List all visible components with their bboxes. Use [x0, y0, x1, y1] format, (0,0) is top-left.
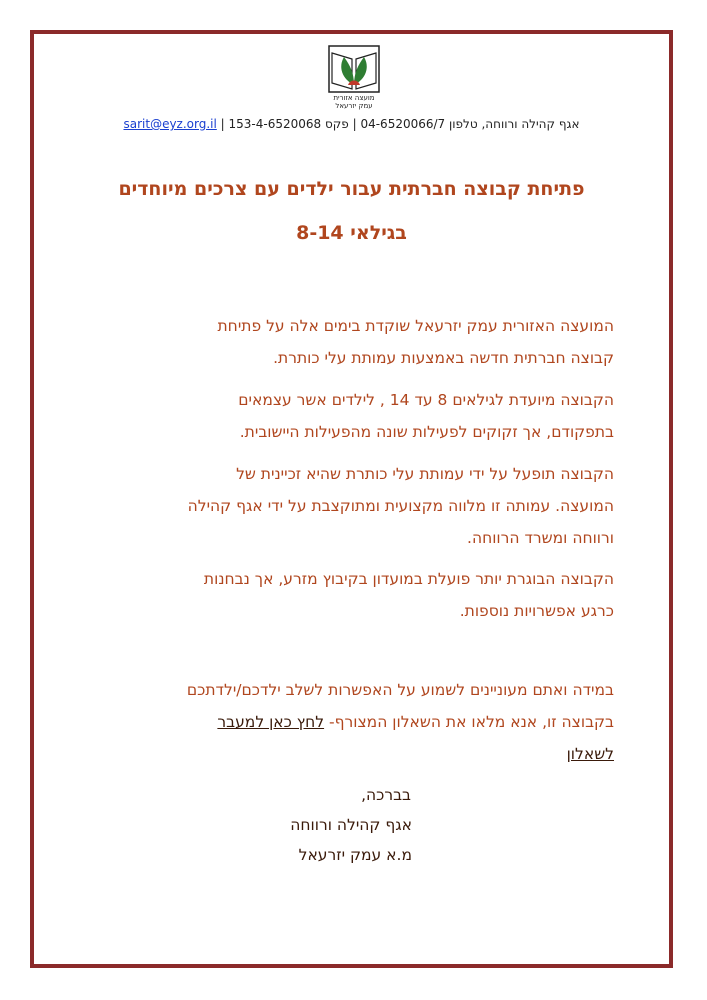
- logo-caption: [318, 94, 390, 110]
- signature-greeting: בברכה,: [361, 786, 411, 804]
- contact-details: אגף קהילה ורווחה, טלפון 04-6520066/7 | פקס 153-4-6520068 |: [220, 117, 580, 131]
- paragraph-line: [94, 738, 614, 770]
- paragraph-line: הקבוצה תופעל על ידי עמותת עלי כותרת שהיא זכיינית של: [236, 465, 614, 483]
- paragraph-location: [94, 563, 614, 627]
- paragraph-line: במידה ואתם מעוניינים לשמוע על האפשרות לשלב ילדכם/ילדתכם: [186, 681, 614, 699]
- paragraph-intro: [94, 310, 614, 374]
- paragraph-line: ורווחה ומשרד הרווחה.: [467, 529, 614, 547]
- age-range: בגילאי 8-14: [296, 222, 407, 244]
- paragraph-line: בתפקודם, אך זקוקים לפעילות שונה מהפעילות היישובית.: [239, 423, 614, 441]
- questionnaire-link[interactable]: לחץ כאן למעבר: [217, 713, 325, 731]
- paragraph-line: המועצה. עמותה זו מלווה מקצועית ומתוקצבת על ידי אגף קהילה: [187, 497, 614, 515]
- paragraph-line: המועצה האזורית עמק יזרעאל שוקדת בימים אלה על פתיחת: [217, 317, 614, 335]
- paragraph-operator: [94, 458, 614, 554]
- paragraph-line: כרגע אפשרויות נוספות.: [459, 602, 614, 620]
- questionnaire-instruction: בקבוצה זו, אנא מלאו את השאלון המצורף-: [324, 713, 614, 731]
- contact-line: [60, 117, 643, 131]
- signature-council: מ.א עמק יזרעאל: [298, 846, 412, 864]
- email-link[interactable]: sarit@eyz.org.il: [123, 117, 217, 131]
- paragraph-line: הקבוצה מיועדת לגילאים 8 עד 14 , לילדים אשר עצמאים: [238, 391, 614, 409]
- paragraph-questionnaire: [94, 674, 614, 770]
- logo-caption-line1: מועצה אזורית: [333, 94, 375, 102]
- questionnaire-link-continued[interactable]: לשאלון: [566, 745, 614, 763]
- page-subtitle: [60, 222, 643, 244]
- paragraph-audience: [94, 384, 614, 448]
- signature-department: אגף קהילה ורווחה: [290, 816, 412, 834]
- paragraph-line: [94, 706, 614, 738]
- paragraph-line: הקבוצה הבוגרת יותר פועלת במועדון בקיבוץ מזרע, אך נבחנות: [203, 570, 614, 588]
- logo-caption-line2: עמק יזרעאל: [335, 102, 373, 110]
- paragraph-line: קבוצה חברתית חדשה באמצעות עמותת עלי כותרת.: [273, 349, 614, 367]
- page-title: פתיחת קבוצה חברתית עבור ילדים עם צרכים מיוחדים: [118, 178, 585, 200]
